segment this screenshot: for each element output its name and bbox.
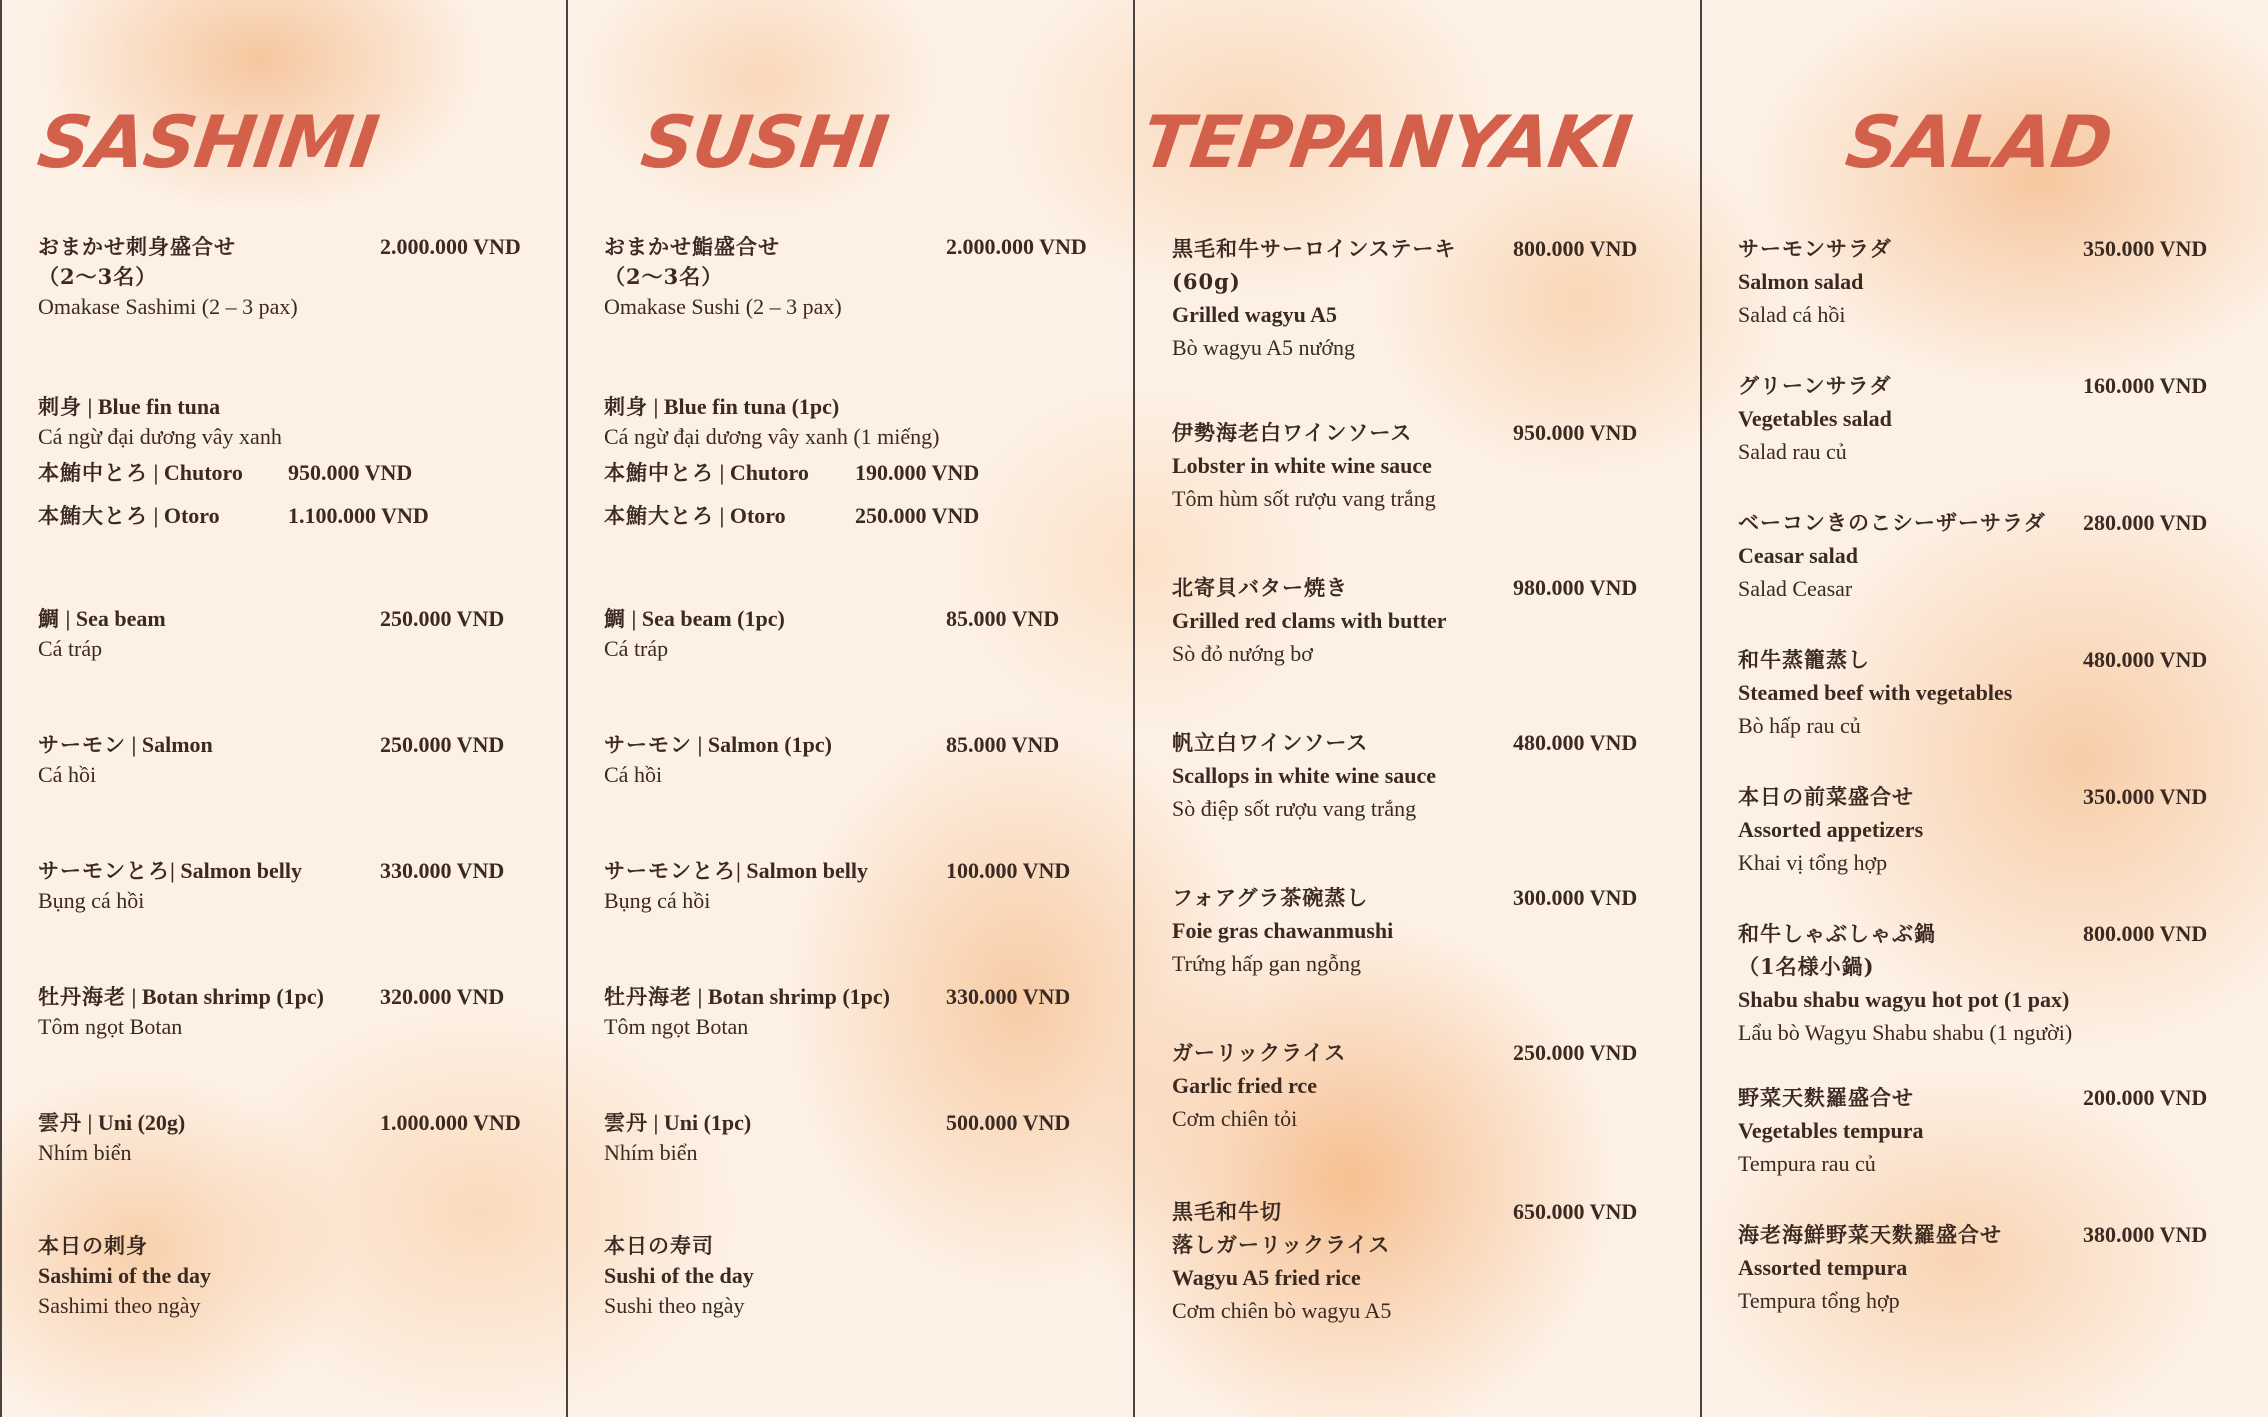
japanese-name: ベーコンきのこシーザーサラダ [1738,510,2046,535]
menu-item [0,1108,566,1168]
japanese-name: 雲丹 [604,1110,648,1135]
japanese-name: ガーリックライス [1172,1040,1347,1065]
item-price: 320.000 VND [380,984,505,1009]
vietnamese-name: Salad cá hồi [1738,302,1846,327]
vietnamese-name: Sò đỏ nướng bơ [1172,641,1313,666]
english-name: Wagyu A5 fried rice [1172,1265,1361,1290]
item-description [604,1138,698,1168]
item-description [1738,572,1852,605]
item-description [1172,914,1393,947]
english-name: | Botan shrimp (1pc) [126,984,324,1009]
japanese-name: 鯛 [604,606,626,631]
column-divider [1700,0,1702,1417]
japanese-name: 伊勢海老白ワインソース [1172,420,1413,445]
menu-item [566,392,1133,452]
item-description [38,634,102,664]
item-price: 1.100.000 VND [288,503,429,528]
menu-item [1133,571,1700,670]
item-description [1738,709,1861,742]
japanese-name: サーモンサラダ [1738,236,1892,261]
item-name [1738,1218,2002,1251]
item-price: 480.000 VND [1513,730,1638,755]
english-name: | Blue fin tuna [82,394,221,419]
item-description [1738,298,1846,331]
item-description [38,1261,211,1291]
vietnamese-name: Trứng hấp gan ngỗng [1172,951,1361,976]
japanese-name: （2～3名） [38,264,158,289]
item-description [1172,792,1416,825]
vietnamese-name: Bụng cá hồi [38,888,145,913]
column-divider [566,0,568,1417]
english-name: Assorted appetizers [1738,817,1924,842]
japanese-name: おまかせ刺身盛合せ [38,234,236,259]
item-price: 1.000.000 VND [380,1110,521,1135]
item-description [1738,1284,1900,1317]
item-name [1172,726,1368,759]
japanese-name: フォアグラ茶碗蒸し [1172,885,1369,910]
item-price: 480.000 VND [2083,647,2208,672]
menu-item [566,604,1133,664]
item-name [604,1231,714,1261]
item-description [1738,1114,1924,1147]
item-description [1738,1016,2072,1049]
item-description [38,1291,201,1321]
vietnamese-name: Bụng cá hồi [604,888,711,913]
menu-item [1700,1081,2268,1180]
vietnamese-name: Cơm chiên bò wagyu A5 [1172,1298,1392,1323]
item-price: 330.000 VND [946,984,1071,1009]
vietnamese-name: Lẩu bò Wagyu Shabu shabu (1 người) [1738,1020,2073,1045]
japanese-name: 牡丹海老 [38,984,126,1009]
item-price: 250.000 VND [380,606,505,631]
english-name: | Otoro [148,503,220,528]
menu-item [1700,780,2268,879]
menu-item [566,730,1133,790]
japanese-name: 本鮪中とろ [38,460,148,485]
item-description [604,1291,745,1321]
item-price: 950.000 VND [288,460,413,485]
item-price: 650.000 VND [1513,1199,1638,1224]
item-price: 85.000 VND [946,606,1060,631]
japanese-name: 本日の刺身 [38,1233,148,1258]
japanese-name: 鯛 [38,606,60,631]
item-description [1172,265,1241,298]
menu-item [566,982,1133,1042]
item-name [604,982,890,1012]
vietnamese-name: Bò wagyu A5 nướng [1172,335,1356,360]
item-price: 250.000 VND [1513,1040,1638,1065]
vietnamese-name: Salad Ceasar [1738,576,1853,601]
menu-item [0,232,566,322]
item-name [38,1108,185,1138]
item-name [1738,780,1914,813]
item-description [1172,947,1361,980]
item-description [604,262,723,292]
vietnamese-name: Cá ngừ đại dương vây xanh [38,424,282,449]
section-title: SASHIMI [33,100,383,184]
item-price: 250.000 VND [380,732,505,757]
item-name [38,458,243,488]
menu-item [566,458,1133,488]
english-name: Sashimi of the day [38,1263,211,1288]
vietnamese-name: Nhím biển [38,1140,132,1165]
item-description [38,1012,182,1042]
menu-item [1700,369,2268,468]
item-description [604,1261,754,1291]
item-price: 200.000 VND [2083,1085,2208,1110]
vietnamese-name: Tempura tổng hợp [1738,1288,1900,1313]
english-name: | Salmon belly [736,858,868,883]
japanese-name: 北寄貝バター焼き [1172,575,1348,600]
english-name: | Salmon (1pc) [692,732,832,757]
menu-item [1133,1036,1700,1135]
japanese-name: 牡丹海老 [604,984,692,1009]
item-description [1172,1294,1391,1327]
menu-item [1700,232,2268,331]
item-name [1738,232,1892,265]
item-description [38,262,157,292]
item-name [1738,1081,1914,1114]
japanese-name: 本鮪大とろ [38,503,148,528]
english-name: | Salmon [126,732,213,757]
item-description [1738,402,1892,435]
japanese-name: 落しガーリックライス [1172,1232,1391,1257]
japanese-name: サーモン [38,732,126,757]
item-name [604,730,832,760]
japanese-name: 刺身 [38,394,82,419]
item-description [1738,435,1847,468]
item-name [38,1231,148,1261]
english-name: | Salmon belly [170,858,302,883]
vietnamese-name: Tôm ngọt Botan [38,1014,183,1039]
item-price: 250.000 VND [855,503,980,528]
item-price: 800.000 VND [2083,921,2208,946]
item-name [604,458,809,488]
japanese-name: おまかせ鮨盛合せ [604,234,780,259]
japanese-name: （2～3名） [604,264,724,289]
menu-item [0,730,566,790]
item-name [1172,571,1348,604]
english-name: Vegetables salad [1738,406,1892,431]
item-price: 330.000 VND [380,858,505,883]
section-title: SUSHI [636,100,893,184]
item-description [1738,983,2069,1016]
vietnamese-name: Sushi theo ngày [604,1293,745,1318]
item-description [604,886,710,916]
japanese-name: 和牛しゃぶしゃぶ鍋 [1738,921,1936,946]
item-price: 380.000 VND [2083,1222,2208,1247]
japanese-name: サーモンとろ [38,858,170,883]
item-name [1738,643,1870,676]
item-description [1172,1261,1361,1294]
item-description [38,1138,132,1168]
vietnamese-name: Cá ngừ đại dương vây xanh (1 miếng) [604,424,940,449]
menu-item [566,1231,1133,1321]
item-price: 350.000 VND [2083,784,2208,809]
item-description [1172,1228,1390,1261]
english-name: | Uni (20g) [82,1110,186,1135]
japanese-name: 本鮪大とろ [604,503,714,528]
item-name [604,856,868,886]
item-name [1738,369,1891,402]
english-name: | Uni (1pc) [648,1110,752,1135]
vietnamese-name: Sò điệp sốt rượu vang trắng [1172,796,1417,821]
item-description [1172,637,1313,670]
menu-item [0,501,566,531]
japanese-name: 本日の前菜盛合せ [1738,784,1914,809]
item-description [1172,449,1432,482]
item-price: 2.000.000 VND [946,234,1087,259]
item-description [1738,950,1875,983]
item-name [604,1108,751,1138]
item-description [1738,813,1923,846]
menu-item [566,232,1133,322]
item-description [604,422,939,452]
english-name: | Sea beam [60,606,166,631]
japanese-name: サーモン [604,732,692,757]
column-divider [1133,0,1135,1417]
menu-item [566,856,1133,916]
item-price: 190.000 VND [855,460,980,485]
english-name: Assorted tempura [1738,1255,1908,1280]
english-name: | Blue fin tuna (1pc) [648,394,840,419]
item-description [38,886,144,916]
menu-item [566,501,1133,531]
menu-column-sashimi [0,0,566,1417]
item-name [38,232,236,262]
item-name [604,501,786,531]
japanese-name: 和牛蒸籠蒸し [1738,647,1870,672]
japanese-name: 野菜天麩羅盛合せ [1738,1085,1914,1110]
item-name [1738,917,1936,950]
menu-item [0,982,566,1042]
english-name: Grilled wagyu A5 [1172,302,1338,327]
menu-item [1133,1195,1700,1327]
japanese-name: 刺身 [604,394,648,419]
item-price: 85.000 VND [946,732,1060,757]
english-name: | Otoro [714,503,786,528]
vietnamese-name: Salad rau củ [1738,439,1847,464]
menu-item [0,1231,566,1321]
menu-item [0,392,566,452]
item-name [1172,1036,1346,1069]
menu-column-salad [1700,0,2268,1417]
menu-column-sushi [566,0,1133,1417]
item-name [1738,506,2046,539]
item-description [1738,1147,1876,1180]
item-name [604,392,839,422]
item-description [38,422,282,452]
item-name [38,982,324,1012]
item-description [1738,265,1863,298]
vietnamese-name: Cá hồi [38,762,97,787]
english-name: Shabu shabu wagyu hot pot (1 pax) [1738,987,2070,1012]
menu-column-teppanyaki [1133,0,1700,1417]
vietnamese-name: Omakase Sashimi (2 – 3 pax) [38,294,298,319]
item-name [1172,416,1412,449]
menu-item [1700,506,2268,605]
item-price: 980.000 VND [1513,575,1638,600]
item-name [38,604,166,634]
japanese-name: 本日の寿司 [604,1233,714,1258]
item-description [1738,1251,1907,1284]
item-description [1172,604,1447,637]
menu-item [1700,1218,2268,1317]
english-name: Lobster in white wine sauce [1172,453,1432,478]
item-price: 350.000 VND [2083,236,2208,261]
item-price: 160.000 VND [2083,373,2208,398]
english-name: Salmon salad [1738,269,1864,294]
item-name [38,730,213,760]
item-description [1172,1102,1297,1135]
vietnamese-name: Cơm chiên tỏi [1172,1106,1298,1131]
item-name [1172,881,1368,914]
item-description [604,1012,748,1042]
item-description [1738,846,1887,879]
item-price: 300.000 VND [1513,885,1638,910]
item-name [604,604,785,634]
menu-item [1700,643,2268,742]
item-name [38,501,220,531]
menu-item [1133,881,1700,980]
item-price: 500.000 VND [946,1110,1071,1135]
english-name: Vegetables tempura [1738,1118,1924,1143]
menu-item [0,856,566,916]
japanese-name: サーモンとろ [604,858,736,883]
item-name [1172,232,1456,265]
item-description [38,292,298,322]
english-name: Ceasar salad [1738,543,1858,568]
item-price: 950.000 VND [1513,420,1638,445]
japanese-name: グリーンサラダ [1738,373,1892,398]
vietnamese-name: Khai vị tổng hợp [1738,850,1888,875]
column-divider [0,0,2,1417]
english-name: Grilled red clams with butter [1172,608,1447,633]
vietnamese-name: Nhím biển [604,1140,698,1165]
item-name [38,856,302,886]
vietnamese-name: Tôm ngọt Botan [604,1014,749,1039]
english-name: Steamed beef with vegetables [1738,680,2013,705]
menu-item [1133,232,1700,364]
english-name: | Botan shrimp (1pc) [692,984,890,1009]
vietnamese-name: Bò hấp rau củ [1738,713,1861,738]
menu-item [0,604,566,664]
item-description [1172,331,1355,364]
menu-item [1133,726,1700,825]
japanese-name: （1名様小鍋) [1738,954,1875,979]
item-name [38,392,220,422]
vietnamese-name: Omakase Sushi (2 – 3 pax) [604,294,842,319]
item-description [38,760,96,790]
menu-item [1700,917,2268,1049]
japanese-name: 海老海鮮野菜天麩羅盛合せ [1738,1222,2002,1247]
english-name: | Chutoro [148,460,243,485]
section-title: TEPPANYAKI [1137,100,1636,184]
japanese-name: 本鮪中とろ [604,460,714,485]
section-title: SALAD [1841,100,2117,184]
item-description [1172,759,1436,792]
item-description [604,760,662,790]
english-name: Foie gras chawanmushi [1172,918,1394,943]
item-description [1738,676,2012,709]
japanese-name: 雲丹 [38,1110,82,1135]
vietnamese-name: Cá tráp [604,636,669,661]
item-name [604,232,780,262]
item-price: 2.000.000 VND [380,234,521,259]
item-name [1172,1195,1282,1228]
english-name: | Sea beam (1pc) [626,606,785,631]
menu-item [566,1108,1133,1168]
item-description [1172,482,1436,515]
item-price: 800.000 VND [1513,236,1638,261]
vietnamese-name: Tôm hùm sốt rượu vang trắng [1172,486,1436,511]
menu-item [1133,416,1700,515]
item-description [1738,539,1858,572]
vietnamese-name: Tempura rau củ [1738,1151,1876,1176]
english-name: Sushi of the day [604,1263,754,1288]
japanese-name: (60g) [1172,269,1241,294]
english-name: | Chutoro [714,460,809,485]
item-price: 280.000 VND [2083,510,2208,535]
item-description [1172,1069,1317,1102]
english-name: Scallops in white wine sauce [1172,763,1437,788]
english-name: Garlic fried rce [1172,1073,1317,1098]
japanese-name: 黒毛和牛切 [1172,1199,1282,1224]
menu-item [0,458,566,488]
vietnamese-name: Cá tráp [38,636,103,661]
vietnamese-name: Cá hồi [604,762,663,787]
item-description [604,292,842,322]
japanese-name: 黒毛和牛サーロインステーキ [1172,236,1457,261]
item-description [604,634,668,664]
item-price: 100.000 VND [946,858,1071,883]
japanese-name: 帆立白ワインソース [1172,730,1369,755]
vietnamese-name: Sashimi theo ngày [38,1293,201,1318]
item-description [1172,298,1337,331]
